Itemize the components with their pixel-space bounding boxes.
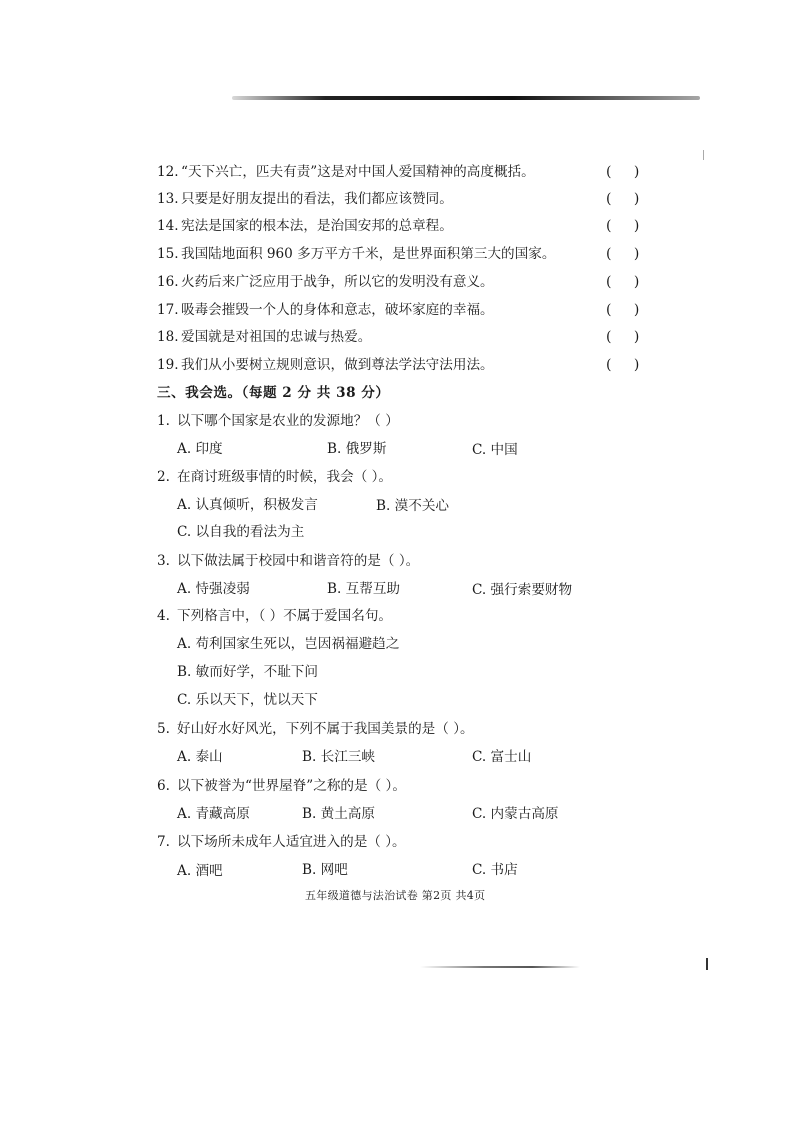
tf-item-13 — [157, 189, 647, 209]
answer-paren: ( ) — [606, 246, 640, 262]
item-number: 19. — [157, 357, 179, 373]
item-text: 吸毒会摧毁一个人的身体和意志，破坏家庭的幸福。 — [181, 302, 494, 318]
tf-item-18 — [157, 327, 647, 347]
item-number: 16. — [157, 274, 179, 290]
item-number: 2. — [157, 469, 170, 485]
item-number: 13. — [157, 191, 179, 207]
item-number: 3. — [157, 553, 170, 569]
scan-mark — [703, 150, 704, 160]
item-number: 6. — [157, 778, 170, 794]
item-text: 爱国就是对祖国的忠诚与热爱。 — [181, 329, 372, 345]
option-c: C. 以自我的看法为主 — [177, 524, 305, 540]
tf-item-16 — [157, 272, 647, 292]
tf-item-19 — [157, 355, 647, 375]
item-number: 7. — [157, 834, 170, 850]
option-b: B. 敏而好学，不耻下问 — [177, 664, 318, 680]
tf-item-15 — [157, 244, 647, 264]
mc-question-3 — [157, 551, 419, 571]
option-b: B. 网吧 — [302, 862, 348, 878]
option-c: C. 书店 — [472, 862, 518, 878]
answer-paren: ( ) — [606, 329, 640, 345]
option-b: B. 黄土高原 — [302, 806, 376, 822]
item-number: 17. — [157, 302, 179, 318]
question-stem: 以下被誉为“世界屋脊”之称的是（ ）。 — [177, 778, 406, 794]
option-a: A. 印度 — [177, 441, 223, 457]
answer-paren: ( ) — [606, 274, 640, 290]
option-a: A. 泰山 — [177, 749, 223, 765]
option-a: A. 酒吧 — [177, 863, 223, 879]
option-b: B. 俄罗斯 — [327, 441, 387, 457]
item-number: 18. — [157, 329, 179, 345]
option-a: A. 苟利国家生死以，岂因祸福避趋之 — [177, 636, 400, 652]
scan-mark — [706, 958, 708, 970]
item-text: 我国陆地面积 960 多万平方千米，是世界面积第三大的国家。 — [181, 246, 556, 262]
question-stem: 在商讨班级事情的时候，我会（ ）。 — [177, 469, 393, 485]
answer-paren: ( ) — [606, 218, 640, 234]
answer-paren: ( ) — [606, 302, 640, 318]
option-c: C. 富士山 — [472, 749, 532, 765]
question-stem: 以下做法属于校园中和谐音符的是（ ）。 — [177, 553, 420, 569]
mc-question-7 — [157, 832, 406, 852]
option-c: C. 强行索要财物 — [472, 582, 573, 598]
option-b: B. 长江三峡 — [302, 749, 376, 765]
mc-question-6 — [157, 776, 406, 796]
option-b: B. 漠不关心 — [376, 498, 450, 514]
mc-question-1 — [157, 411, 399, 431]
item-number: 1. — [157, 413, 170, 429]
item-text: 火药后来广泛应用于战争，所以它的发明没有意义。 — [181, 274, 494, 290]
mc-question-2 — [157, 467, 392, 487]
option-c: C. 乐以天下，忧以天下 — [177, 692, 318, 708]
option-a: A. 青藏高原 — [177, 806, 250, 822]
question-stem: 以下场所未成年人适宜进入的是（ ）。 — [177, 834, 406, 850]
scan-edge-top — [232, 96, 700, 100]
item-number: 14. — [157, 218, 179, 234]
item-number: 4. — [157, 608, 170, 624]
item-text: 只要是好朋友提出的看法，我们都应该赞同。 — [181, 191, 453, 207]
tf-item-12 — [157, 162, 647, 182]
answer-paren: ( ) — [606, 357, 640, 373]
item-number: 15. — [157, 246, 179, 262]
answer-paren: ( ) — [606, 164, 640, 180]
question-stem: 好山好水好风光，下列不属于我国美景的是（ ）。 — [177, 721, 474, 737]
answer-paren: ( ) — [606, 191, 640, 207]
option-a: A. 认真倾听，积极发言 — [177, 497, 318, 513]
option-c: C. 内蒙古高原 — [472, 806, 559, 822]
page-footer: 五年级道德与法治试卷 第2页 共4页 — [305, 889, 486, 902]
item-number: 5. — [157, 721, 170, 737]
item-text: 我们从小要树立规则意识，做到尊法学法守法用法。 — [181, 357, 494, 373]
item-text: 宪法是国家的根本法，是治国安邦的总章程。 — [181, 218, 453, 234]
option-b: B. 互帮互助 — [327, 581, 401, 597]
question-stem: 下列格言中，（ ）不属于爱国名句。 — [177, 608, 393, 624]
section-heading: 三、我会选。（每题 2 分 共 38 分） — [157, 385, 390, 401]
item-text: “天下兴亡，匹夫有责”这是对中国人爱国精神的高度概括。 — [181, 164, 535, 180]
mc-question-5 — [157, 719, 474, 739]
option-a: A. 恃强凌弱 — [177, 581, 250, 597]
item-number: 12. — [157, 164, 179, 180]
scan-edge-bottom — [420, 966, 580, 968]
mc-question-4 — [157, 606, 392, 626]
question-stem: 以下哪个国家是农业的发源地？（ ） — [177, 413, 399, 429]
option-c: C. 中国 — [472, 442, 518, 458]
tf-item-17 — [157, 300, 647, 320]
tf-item-14 — [157, 216, 647, 236]
